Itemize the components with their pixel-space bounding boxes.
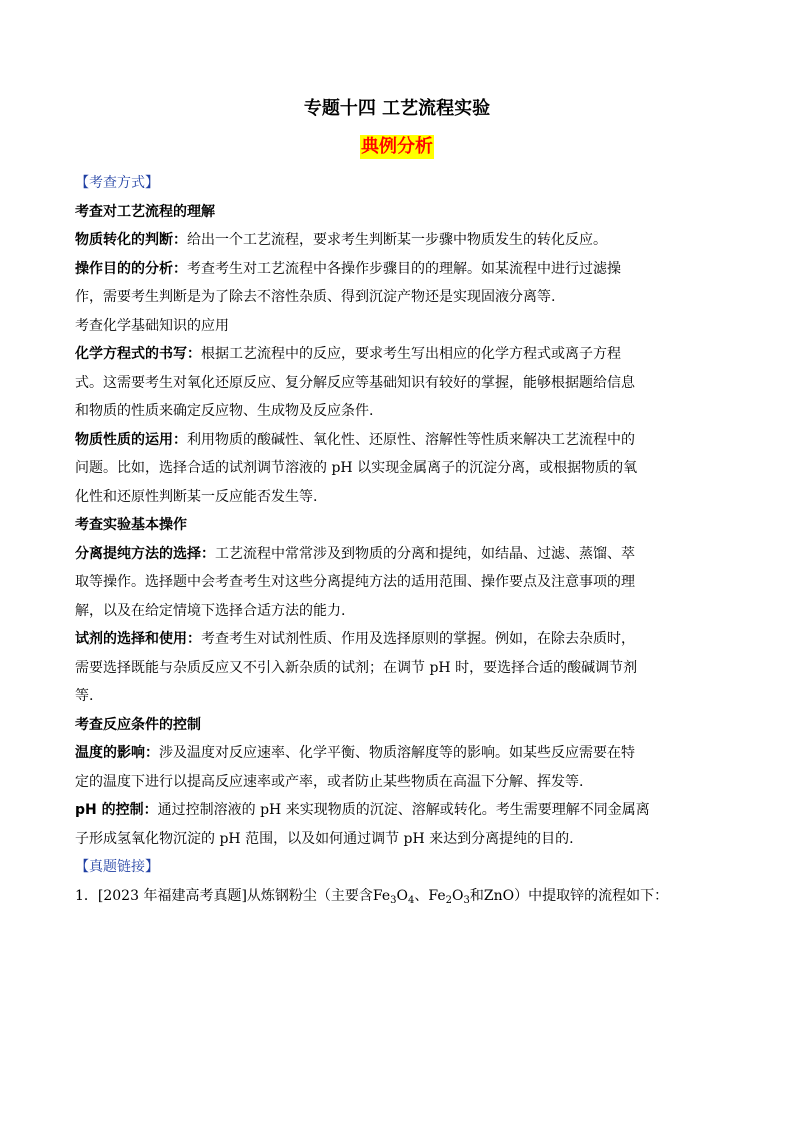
section-heading-exam-method: 【考查方式】 bbox=[75, 175, 159, 191]
section-heading-exam-links: 【真题链接】 bbox=[75, 859, 159, 875]
paragraph-text: 来实现物质的沉淀、溶解或转化。考生需要理解不同金属离 bbox=[285, 802, 650, 818]
paragraph-text: 根据工艺流程中的反应，要求考生写出相应的化学方程式或离子方程 bbox=[201, 346, 621, 362]
paragraph-line: 作，需要考生判断是为了除去不溶性杂质、得到沉淀产物还是实现固液分离等. bbox=[75, 289, 556, 305]
paragraph-text: 需要选择既能与杂质反应又不引入新杂质的试剂；在调节 bbox=[75, 659, 425, 676]
formula-element: Fe bbox=[372, 887, 391, 904]
paragraph-text: 以实现金属离子的沉淀分离，或根据物质的氧 bbox=[357, 460, 638, 476]
paragraph-temperature-effect bbox=[75, 742, 725, 764]
formula-subscript: 3 bbox=[463, 894, 470, 906]
term-label: 物质性质的运用： bbox=[75, 431, 187, 448]
paragraph-line: 等. bbox=[75, 688, 94, 704]
paragraph-line: 取等操作。选择题中会考查考生对这些分离提纯方法的适用范围、操作要点及注意事项的理 bbox=[75, 574, 635, 590]
paragraph-line: 和物质的性质来确定反应物、生成物及反应条件. bbox=[75, 403, 374, 419]
subheading-reaction-conditions: 考查反应条件的控制 bbox=[75, 716, 201, 733]
term-label: pH 的控制： bbox=[75, 802, 158, 818]
formula-subscript: 4 bbox=[408, 894, 415, 906]
subheading-chemistry-basics: 考查化学基础知识的应用 bbox=[75, 317, 229, 334]
paragraph-ph-control bbox=[75, 799, 725, 821]
formula-subscript: 2 bbox=[445, 894, 452, 906]
ph-term: pH bbox=[429, 659, 451, 676]
paragraph-text: 问题。比如，选择合适的试剂调节溶液的 bbox=[75, 460, 327, 476]
paragraph-text: 工艺流程中常常涉及到物质的分离和提纯，如结晶、过滤、蒸馏、萃 bbox=[215, 545, 635, 562]
term-label: 物质转化的判断： bbox=[75, 232, 187, 248]
paragraph-line: 定的温度下进行以提高反应速率或产率，或者防止某些物质在高温下分解、挥发等. bbox=[75, 773, 584, 790]
question-text: 1．[2023 年福建高考真题]从炼钢粉尘（主要含 bbox=[75, 887, 373, 904]
subheading-process-understanding: 考查对工艺流程的理解 bbox=[75, 203, 215, 220]
paragraph-line bbox=[75, 657, 725, 679]
ph-term: pH bbox=[403, 830, 425, 847]
formula-subscript: 3 bbox=[390, 894, 397, 906]
question-text: 、 bbox=[414, 887, 429, 904]
question-text: 和 bbox=[469, 887, 484, 904]
paragraph-text: 范围，以及如何通过调节 bbox=[245, 830, 400, 847]
document-body bbox=[75, 172, 725, 912]
paragraph-text: 涉及温度对反应速率、化学平衡、物质溶解度等的影响。如某些反应需要在特 bbox=[159, 745, 635, 761]
page-title: 专题十四 工艺流程实验 bbox=[303, 98, 491, 119]
question-1 bbox=[75, 885, 725, 912]
subheading-lab-operations: 考查实验基本操作 bbox=[75, 517, 187, 533]
paragraph-text: 给出一个工艺流程，要求考生判断某一步骤中物质发生的转化反应。 bbox=[187, 232, 607, 248]
paragraph-text: 考查考生对工艺流程中各操作步骤目的的理解。如某流程中进行过滤操 bbox=[187, 260, 621, 277]
paragraph-equation-writing bbox=[75, 343, 725, 365]
paragraph-text: 来达到分离提纯的目的. bbox=[429, 830, 574, 847]
paragraph-text: 考查考生对试剂性质、作用及选择原则的掌握。例如，在除去杂质时， bbox=[201, 631, 635, 647]
paragraph-separation-methods bbox=[75, 543, 725, 565]
paragraph-property-use bbox=[75, 429, 725, 451]
question-text: ）中提取锌的流程如下： bbox=[514, 887, 669, 904]
paragraph-operation-purpose bbox=[75, 258, 725, 280]
ph-term: pH bbox=[219, 830, 241, 847]
highlighted-subtitle: 典例分析 bbox=[361, 136, 433, 157]
term-label: 温度的影响： bbox=[75, 745, 159, 761]
subtitle-wrap bbox=[0, 135, 794, 159]
formula-element: ZnO bbox=[483, 887, 515, 904]
paragraph-text: 时，要选择合适的酸碱调节剂 bbox=[455, 659, 638, 676]
paragraph-text: 通过控制溶液的 bbox=[157, 802, 256, 818]
term-label: 操作目的的分析： bbox=[75, 260, 187, 277]
ph-term: pH bbox=[331, 460, 353, 476]
paragraph-line: 化性和还原性判断某一反应能否发生等. bbox=[75, 488, 318, 505]
paragraph-reagent-selection bbox=[75, 628, 725, 650]
formula-element: Fe bbox=[428, 887, 446, 904]
paragraph-line bbox=[75, 828, 725, 850]
paragraph-substance-conversion bbox=[75, 229, 725, 251]
formula-element: O bbox=[452, 887, 464, 904]
paragraph-text: 子形成氢氧化物沉淀的 bbox=[75, 830, 215, 847]
term-label: 化学方程式的书写： bbox=[75, 346, 201, 362]
paragraph-line bbox=[75, 457, 725, 479]
paragraph-text: 利用物质的酸碱性、氧化性、还原性、溶解性等性质来解决工艺流程中的 bbox=[187, 431, 635, 448]
term-label: 试剂的选择和使用： bbox=[75, 631, 201, 647]
formula-element: O bbox=[396, 887, 409, 904]
ph-term: pH bbox=[260, 802, 282, 818]
term-label: 分离提纯方法的选择： bbox=[75, 545, 215, 562]
paragraph-line: 式。这需要考生对氧化还原反应、复分解反应等基础知识有较好的掌握，能够根据题给信息 bbox=[75, 374, 635, 391]
paragraph-line: 解，以及在给定情境下选择合适方法的能力. bbox=[75, 602, 346, 619]
